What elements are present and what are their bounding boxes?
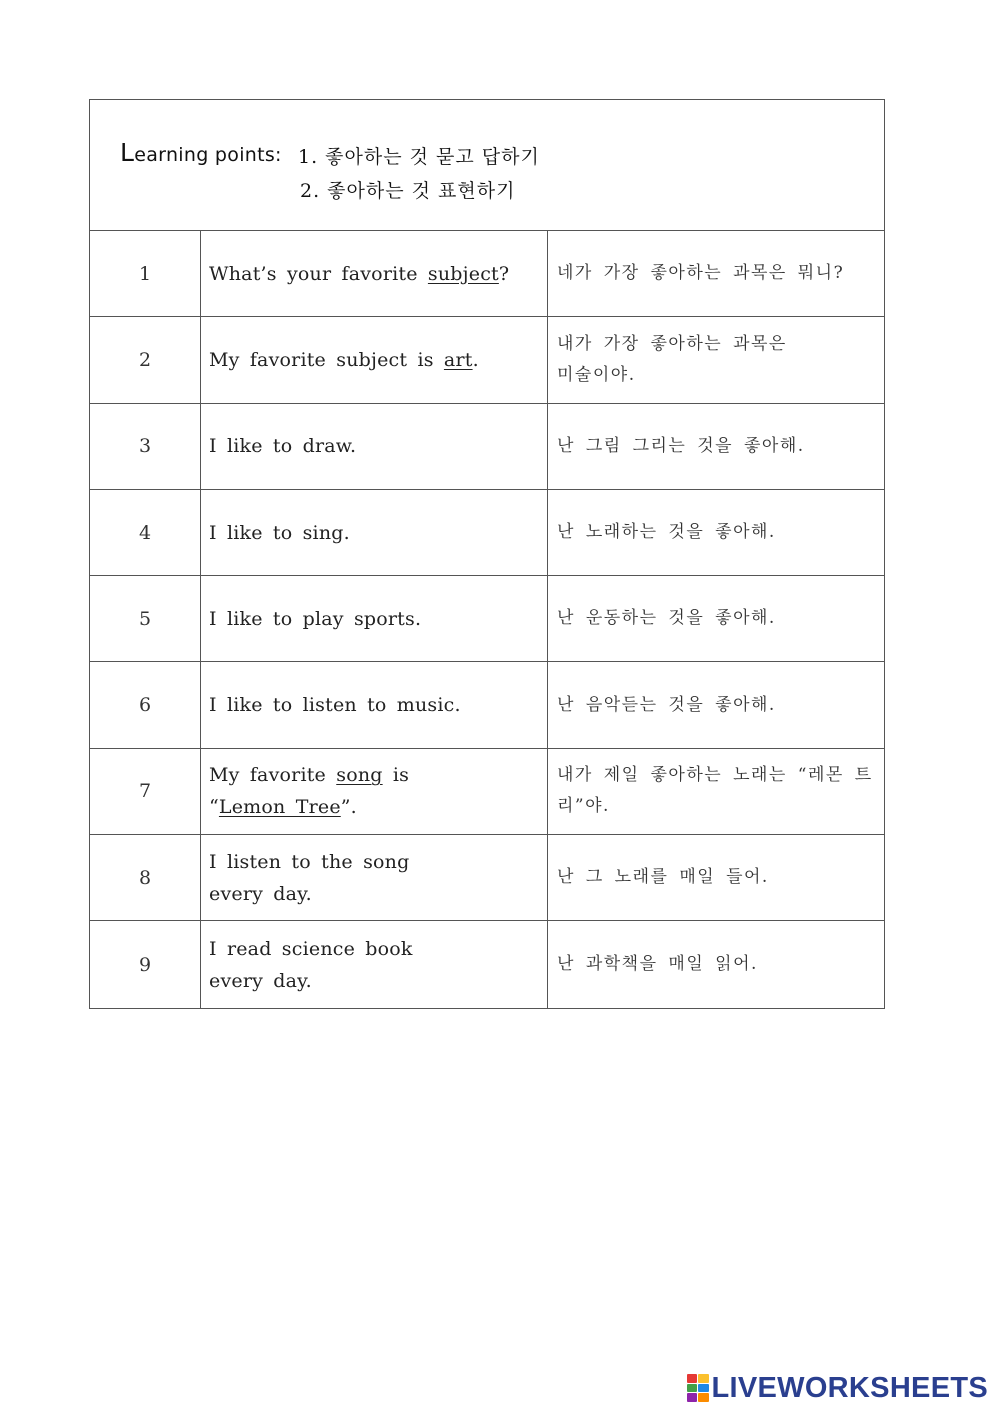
row-number: 5 [90, 576, 201, 661]
english-sentence [201, 835, 548, 920]
english-sentence-text [209, 759, 409, 823]
row-number: 3 [90, 404, 201, 489]
table-row [90, 404, 884, 490]
row-number: 1 [90, 231, 201, 316]
english-sentence [201, 231, 548, 316]
korean-translation [548, 576, 884, 661]
english-sentence-text [209, 430, 356, 462]
logo-tile [687, 1384, 698, 1393]
learning-points-label: Learning points: [120, 138, 282, 167]
english-sentence [201, 662, 548, 747]
table-row [90, 490, 884, 576]
row-number: 7 [90, 749, 201, 834]
underlined-keyword: art [443, 348, 473, 371]
row-number: 8 [90, 835, 201, 920]
sentence-fragment: “ [209, 796, 219, 819]
sentence-fragment: every day. [209, 882, 312, 905]
sentence-fragment: every day. [209, 969, 312, 992]
learning-point: 2. 좋아하는 것 표현하기 [300, 180, 516, 202]
row-number: 4 [90, 490, 201, 575]
korean-translation-text: 난 노래하는 것을 좋아해. [557, 522, 776, 543]
sentence-fragment: I like to play sports. [209, 607, 422, 630]
sentence-fragment: I read science book [209, 937, 413, 960]
sentence-fragment: I like to listen to music. [209, 694, 461, 717]
sentence-rows [90, 231, 884, 1008]
sentence-fragment: ”. [340, 796, 357, 819]
korean-translation [548, 921, 884, 1007]
korean-translation-text: 내가 가장 좋아하는 과목은 미술이야. [557, 333, 787, 385]
english-sentence-text [209, 517, 350, 549]
english-sentence [201, 749, 548, 834]
korean-translation-text: 난 과학책을 매일 읽어. [557, 954, 758, 975]
logo-tile [698, 1374, 709, 1383]
korean-translation-text: 난 그 노래를 매일 들어. [557, 867, 769, 888]
sentence-fragment: ? [498, 262, 510, 285]
sentence-fragment: . [472, 348, 479, 371]
table-row [90, 835, 884, 921]
korean-translation [548, 231, 884, 316]
liveworksheets-logo-icon [687, 1374, 709, 1402]
english-sentence-text [209, 603, 421, 635]
table-row [90, 231, 884, 317]
korean-translation [548, 662, 884, 747]
underlined-keyword: Lemon Tree [218, 796, 341, 819]
korean-translation-text: 난 음악듣는 것을 좋아해. [557, 694, 776, 715]
table-row [90, 749, 884, 835]
row-number: 6 [90, 662, 201, 747]
table-row [90, 576, 884, 662]
underlined-keyword: subject [427, 262, 499, 285]
underlined-keyword: song [336, 764, 383, 787]
english-sentence [201, 317, 548, 402]
logo-tile [698, 1384, 709, 1393]
english-sentence-text [209, 344, 479, 376]
sentence-fragment: My favorite [209, 764, 337, 787]
korean-translation [548, 317, 884, 402]
sentence-fragment: I like to draw. [209, 435, 357, 458]
brand-name: LIVEWORKSHEETS [711, 1371, 988, 1404]
english-sentence [201, 404, 548, 489]
table-row [90, 921, 884, 1007]
korean-translation-text: 난 운동하는 것을 좋아해. [557, 608, 776, 629]
learning-points-list [298, 140, 540, 208]
sentence-fragment: is [382, 764, 410, 787]
sentence-fragment: I like to sing. [209, 521, 350, 544]
sentence-fragment: What’s your favorite [209, 262, 428, 285]
korean-translation [548, 749, 884, 834]
worksheet-table [89, 99, 885, 1009]
english-sentence [201, 576, 548, 661]
table-row [90, 317, 884, 403]
korean-translation-text: 난 그림 그리는 것을 좋아해. [557, 435, 805, 456]
korean-translation [548, 835, 884, 920]
liveworksheets-logo [687, 1370, 989, 1406]
logo-tile [687, 1393, 698, 1402]
table-row [90, 662, 884, 748]
row-number: 2 [90, 317, 201, 402]
korean-translation [548, 490, 884, 575]
english-sentence [201, 490, 548, 575]
learning-points-header [90, 100, 884, 231]
logo-tile [687, 1374, 698, 1383]
korean-translation-text: 네가 가장 좋아하는 과목은 뭐니? [557, 263, 845, 284]
english-sentence-text [209, 258, 509, 290]
korean-translation-text: 내가 제일 좋아하는 노래는 “레몬 트리”야. [557, 765, 873, 817]
sentence-fragment: I listen to the song [209, 850, 410, 873]
english-sentence-text [209, 846, 409, 910]
learning-point: 1. 좋아하는 것 묻고 답하기 [298, 146, 540, 168]
logo-tile [698, 1393, 709, 1402]
korean-translation [548, 404, 884, 489]
english-sentence [201, 921, 548, 1007]
english-sentence-text [209, 689, 461, 721]
row-number: 9 [90, 921, 201, 1007]
english-sentence-text [209, 933, 413, 997]
sentence-fragment: My favorite subject is [209, 348, 444, 371]
